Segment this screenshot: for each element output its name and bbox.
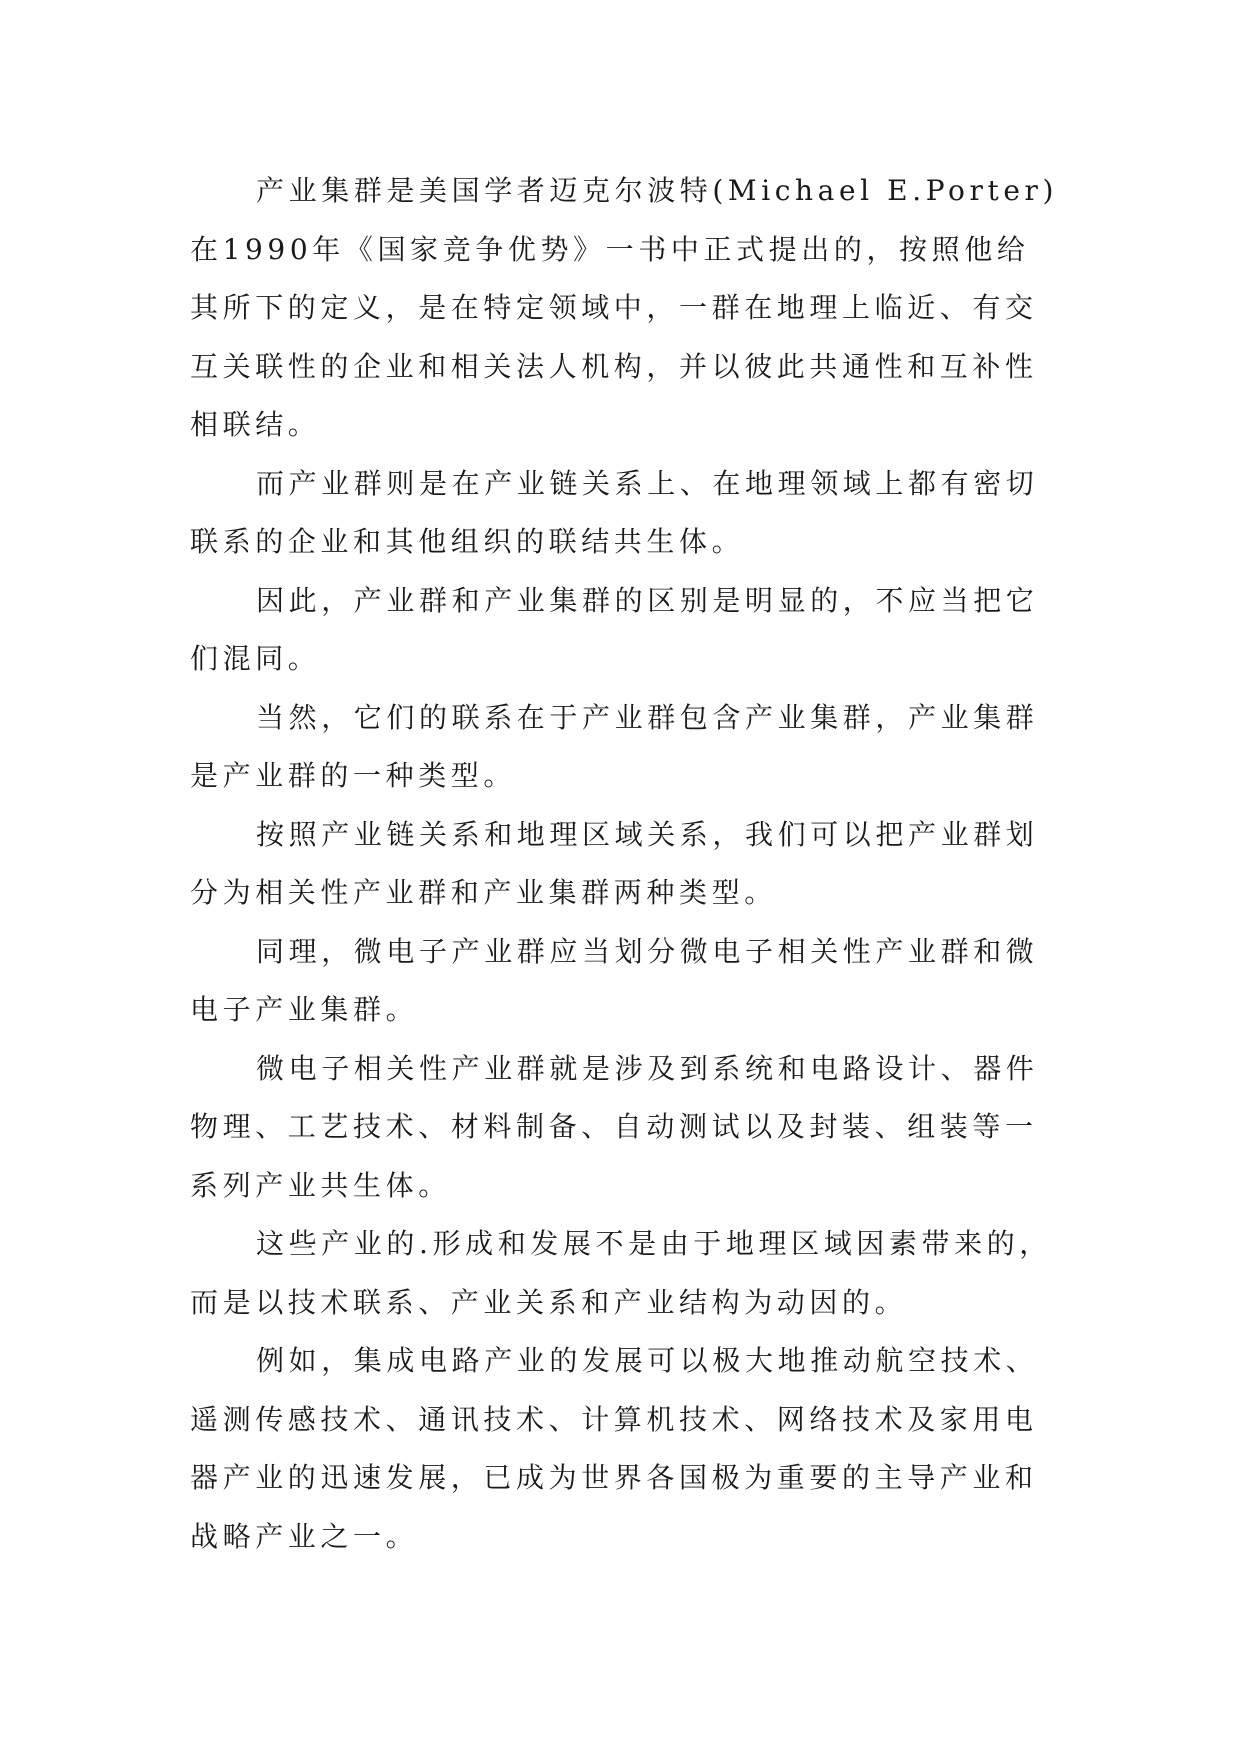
paragraph-1	[190, 162, 1059, 455]
document-body	[190, 162, 1059, 1566]
text-line: 微电子相关性产业群就是涉及到系统和电路设计、器件	[256, 1051, 1039, 1085]
paragraph-7	[190, 1040, 1050, 1216]
paragraph-5	[190, 806, 1050, 923]
text-line: 按照产业链关系和地理区域关系，我们可以把产业群划	[256, 817, 1039, 851]
text-line: 物理、工艺技术、材料制备、自动测试以及封装、组装等一	[190, 1110, 1038, 1143]
text-line: 系列产业共生体。	[190, 1168, 451, 1202]
text-line: 例如，集成电路产业的发展可以极大地推动航空技术、	[256, 1344, 1039, 1377]
text-line: 战略产业之一。	[190, 1519, 419, 1553]
paragraph-2	[190, 455, 1050, 572]
text-line: 分为相关性产业群和产业集群两种类型。	[190, 876, 777, 909]
text-line: 这些产业的.形成和发展不是由于地理区域因素带来的，	[256, 1227, 1052, 1260]
text-line: 在1990年《国家竞争优势》一书中正式提出的，按照他给	[190, 232, 1030, 266]
text-line: 器产业的迅速发展，已成为世界各国极为重要的主导产业和	[190, 1461, 1038, 1494]
text-line: 因此，产业群和产业集群的区别是明显的，不应当把它	[256, 583, 1039, 617]
text-line: 而产业群则是在产业链关系上、在地理领域上都有密切	[256, 466, 1039, 500]
text-line: 而是以技术联系、产业关系和产业结构为动因的。	[190, 1285, 908, 1319]
paragraph-6	[190, 923, 1050, 1040]
text-line: 电子产业集群。	[190, 993, 419, 1026]
text-line: 互关联性的企业和相关法人机构，并以彼此共通性和互补性	[190, 349, 1038, 383]
text-line: 是产业群的一种类型。	[190, 759, 517, 792]
text-line: 同理，微电子产业群应当划分微电子相关性产业群和微	[256, 934, 1039, 968]
text-line: 联系的企业和其他组织的联结共生体。	[190, 525, 745, 558]
text-line: 遥测传感技术、通讯技术、计算机技术、网络技术及家用电	[190, 1402, 1038, 1436]
text-line: 其所下的定义，是在特定领域中，一群在地理上临近、有交	[190, 291, 1038, 324]
text-line: 们混同。	[190, 642, 321, 675]
paragraph-3	[190, 572, 1050, 689]
paragraph-4	[190, 689, 1050, 806]
paragraph-8	[190, 1215, 1050, 1332]
paragraph-9	[190, 1332, 1050, 1566]
text-line: 产业集群是美国学者迈克尔波特(Michael E.Porter)	[256, 174, 1059, 207]
text-line: 相联结。	[190, 408, 321, 441]
text-line: 当然，它们的联系在于产业群包含产业集群，产业集群	[256, 700, 1039, 734]
